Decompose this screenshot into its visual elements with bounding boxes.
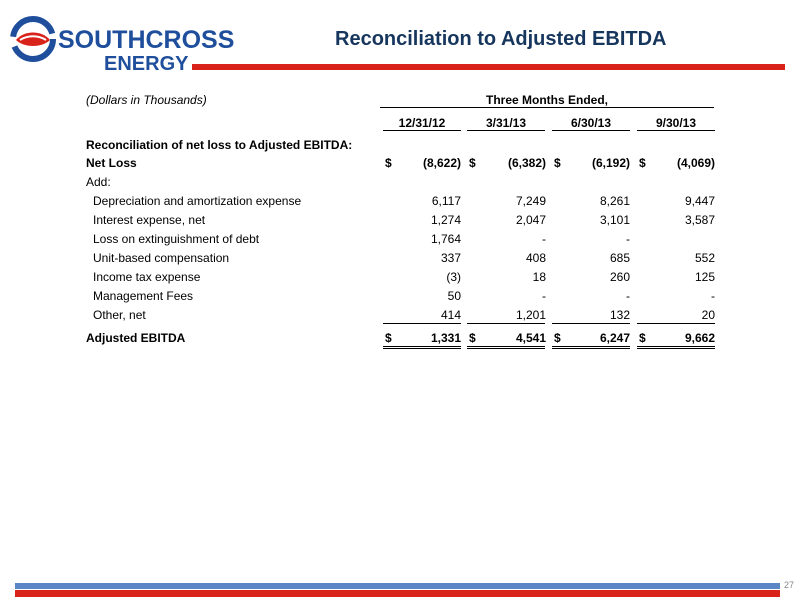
cell-net-loss-q2-2013: (6,192) xyxy=(591,156,630,170)
table-cell: 414 xyxy=(440,308,461,322)
double-rule xyxy=(383,346,461,349)
row-label-mgmt-fees: Management Fees xyxy=(93,289,194,303)
period-header-rule xyxy=(380,107,714,108)
sum-rule xyxy=(552,323,630,324)
double-rule xyxy=(637,346,715,349)
table-cell: 1,764 xyxy=(430,232,461,246)
table-cell: 8,261 xyxy=(599,194,630,208)
table-cell: (3) xyxy=(446,270,461,284)
dollar-sign: $ xyxy=(639,156,646,170)
cell-net-loss-q1-2013: (6,382) xyxy=(507,156,546,170)
table-cell: 685 xyxy=(609,251,630,265)
table-cell: 20 xyxy=(701,308,715,322)
row-label-net-loss: Net Loss xyxy=(86,156,137,170)
table-cell: 1,201 xyxy=(515,308,546,322)
cell-net-loss-q3-2013: (4,069) xyxy=(676,156,715,170)
table-cell: 260 xyxy=(609,270,630,284)
row-label-adjusted-ebitda: Adjusted EBITDA xyxy=(86,331,186,345)
row-label-depreciation: Depreciation and amortization expense xyxy=(93,194,302,208)
row-label-unit-comp: Unit-based compensation xyxy=(93,251,230,265)
column-underline xyxy=(383,130,461,131)
table-cell: 408 xyxy=(525,251,546,265)
column-underline xyxy=(552,130,630,131)
footer-red-band xyxy=(15,590,780,597)
row-label-interest: Interest expense, net xyxy=(93,213,206,227)
table-cell: 50 xyxy=(447,289,461,303)
footer-blue-band xyxy=(15,583,780,589)
dollar-sign: $ xyxy=(385,156,392,170)
dollar-sign: $ xyxy=(554,331,561,345)
column-header-q3-2013: 9/30/13 xyxy=(655,116,697,130)
cell-net-loss-q4-2012: (8,622) xyxy=(422,156,461,170)
section-header: Reconciliation of net loss to Adjusted EBITDA: xyxy=(86,138,353,152)
southcross-logo xyxy=(10,10,235,75)
period-header: Three Months Ended, xyxy=(485,93,608,107)
row-label-income-tax: Income tax expense xyxy=(93,270,201,284)
column-header-q4-2012: 12/31/12 xyxy=(398,116,446,130)
double-rule xyxy=(467,346,545,349)
row-label-debt-loss: Loss on extinguishment of debt xyxy=(93,232,260,246)
table-cell: - xyxy=(542,232,546,246)
units-note: (Dollars in Thousands) xyxy=(86,93,207,107)
dollar-sign: $ xyxy=(385,331,392,345)
logo-line-1: SOUTHCROSS xyxy=(58,26,235,54)
table-cell: 3,587 xyxy=(684,213,715,227)
table-cell: - xyxy=(711,289,715,303)
table-cell: 2,047 xyxy=(515,213,546,227)
dollar-sign: $ xyxy=(639,331,646,345)
table-cell: 1,274 xyxy=(430,213,461,227)
cell-ebitda-q1-2013: 4,541 xyxy=(515,331,546,345)
column-underline xyxy=(637,130,715,131)
column-header-q1-2013: 3/31/13 xyxy=(485,116,527,130)
table-cell: 337 xyxy=(440,251,461,265)
dollar-sign: $ xyxy=(469,331,476,345)
table-cell: 132 xyxy=(609,308,630,322)
table-cell: 6,117 xyxy=(431,194,461,208)
table-cell: 18 xyxy=(532,270,546,284)
table-cell: 552 xyxy=(694,251,715,265)
dollar-sign: $ xyxy=(469,156,476,170)
page-title: Reconciliation to Adjusted EBITDA xyxy=(335,28,667,50)
cell-ebitda-q4-2012: 1,331 xyxy=(430,331,461,345)
column-header-q2-2013: 6/30/13 xyxy=(570,116,612,130)
table-cell: - xyxy=(626,232,630,246)
table-cell: 125 xyxy=(694,270,715,284)
logo-line-2: ENERGY xyxy=(104,53,189,75)
column-underline xyxy=(467,130,545,131)
dollar-sign: $ xyxy=(554,156,561,170)
sum-rule xyxy=(467,323,545,324)
row-label-other-net: Other, net xyxy=(93,308,146,322)
logo-swirl-icon xyxy=(10,16,56,62)
double-rule xyxy=(552,346,630,349)
table-cell: 9,447 xyxy=(684,194,715,208)
table-cell: 3,101 xyxy=(599,213,630,227)
page-number: 27 xyxy=(784,580,795,590)
cell-ebitda-q3-2013: 9,662 xyxy=(684,331,715,345)
table-cell: 7,249 xyxy=(515,194,546,208)
row-label-add: Add: xyxy=(86,175,111,189)
table-cell: - xyxy=(626,289,630,303)
cell-ebitda-q2-2013: 6,247 xyxy=(599,331,630,345)
table-cell: - xyxy=(542,289,546,303)
sum-rule xyxy=(637,323,715,324)
title-rule xyxy=(192,64,785,70)
sum-rule xyxy=(383,323,461,324)
